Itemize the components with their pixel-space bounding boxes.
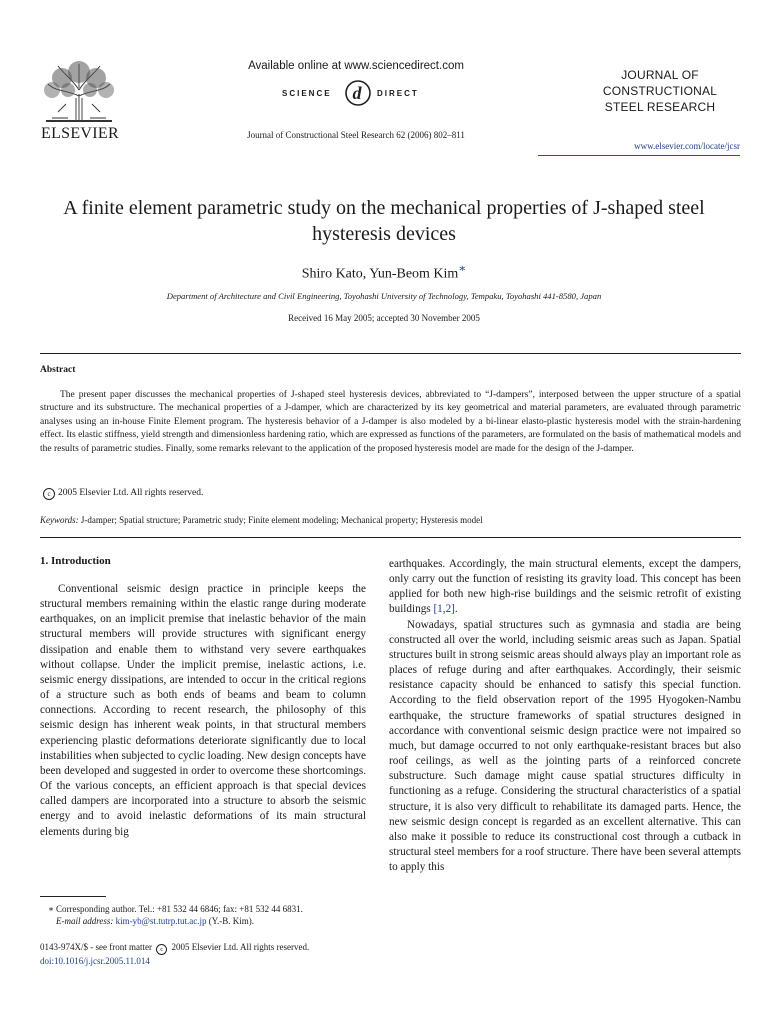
sciencedirect-logo: [260, 78, 460, 108]
abstract-bottom-rule: [40, 537, 741, 538]
journal-brand-line: JOURNAL OF: [621, 68, 699, 82]
header-divider: [538, 155, 740, 156]
footnote-rule: [40, 896, 106, 897]
author-list: [40, 261, 728, 283]
author-names: Shiro Kato, Yun-Beom Kim: [301, 266, 459, 282]
paragraph-text: earthquakes. Accordingly, the main structural elements, except the dampers, only carry out the function of resisting its gravity load. This concept has been applied for both new high-rise buildings and the seismic retrofit of existing buildings: [389, 558, 741, 616]
sciencedirect-mark-letter: d: [352, 83, 364, 103]
paragraph-end: .: [454, 603, 458, 616]
abstract-top-rule: [40, 353, 741, 354]
sciencedirect-left-label: SCIENCE: [282, 89, 332, 98]
abstract-text: The present paper discusses the mechanical properties of J-shaped steel hysteresis devices, abbreviated to “J-dampers”, interposed between the upper structure of a spatial structure and its substructure. The mechanical properties of a J-damper, which are characterized by its key geometrical and material parameters, are evaluated through parametric analyses using an in-house Finite Element program. The hysteresis behavior of a J-damper is also modeled by a bi-linear elasto-plastic hysteresis model with the strain-hardening effect. Its elastic stiffness, yield strength and dimensionless hardening ratio, which are expressed as functions of the parameters, are formulated on the basis of mathematical models and the results of parametric studies. Finally, some remarks relevant to the application of the proposed hysteresis model are made for the design of the J-damper.: [40, 390, 741, 454]
issn-copyright: 2005 Elsevier Ltd. All rights reserved.: [171, 942, 310, 952]
doi-link[interactable]: doi:10.1016/j.jcsr.2005.11.014: [40, 956, 150, 966]
right-column: [389, 557, 741, 875]
journal-url-link[interactable]: www.elsevier.com/locate/jcsr: [634, 141, 740, 151]
copyright-symbol: c: [43, 488, 55, 500]
left-column: [40, 582, 366, 840]
section-heading-introduction: 1. Introduction: [40, 555, 111, 567]
citation-link[interactable]: [1,2]: [433, 603, 455, 616]
issn-text: 0143-974X/$ - see front matter: [40, 942, 152, 952]
keywords-list: J-damper; Spatial structure; Parametric study; Finite element modeling; Mechanical property; Hysteresis model: [80, 515, 483, 525]
journal-brand-line: STEEL RESEARCH: [604, 100, 716, 114]
available-online-text: Available online at www.sciencedirect.com: [248, 60, 464, 72]
intro-paragraph: Nowadays, spatial structures such as gymnasia and stadia are being constructed all over the world, including seismic areas such as Japan. Spatial structures built in strong seismic areas should always play an important role as places of refuge during and after earthquakes. Accordingly, their seismic resistance capacity should be enhanced to satisfy this special function. According to the field observation report of the 1995 Hyogoken-Nambu earthquake, the structure frameworks of spatial structures designed in accordance with conventional seismic design practice were not impaired so much, but damage occurred to not only earthquake-resistant braces but also roof ceilings, as well as the jointing parts of a reinforced concrete substructure. Such damage might cause spatial structures difficulty in functioning as a refuge. Considering the structural characteristics of a spatial structure, it is also very difficult to rehabilitate its damaged parts. Hence, the new seismic design concept is regarded as an excellent alternative. This can also make it possible to reduce its constructional cost through a cutback in structural steel members for a roof structure. There have been several attempts to apply this: [389, 618, 741, 874]
email-label: E-mail address:: [56, 916, 114, 926]
copyright-text: 2005 Elsevier Ltd. All rights reserved.: [58, 488, 204, 498]
elsevier-tree-logo: [38, 60, 120, 124]
footnote-mark: ∗: [47, 904, 54, 914]
footnote-contact: Corresponding author. Tel.: +81 532 44 6846; fax: +81 532 44 6831.: [56, 904, 303, 914]
corresponding-author-mark[interactable]: ∗: [458, 262, 467, 275]
intro-paragraph-continued: [389, 557, 741, 618]
sciencedirect-d-icon: [344, 79, 372, 107]
journal-brand: [580, 67, 740, 115]
author-email-link[interactable]: kim-yb@st.tutrp.tut.ac.jp: [115, 916, 207, 926]
front-matter-info: [40, 941, 366, 967]
publisher-name: ELSEVIER: [41, 125, 119, 142]
abstract-heading: Abstract: [40, 365, 76, 375]
abstract-body: [40, 389, 741, 456]
corresponding-author-footnote: [40, 903, 366, 927]
author-affiliation: Department of Architecture and Civil Engineering, Toyohashi University of Technology, Tempaku, Toyohashi 441-8580, Japan: [166, 291, 602, 301]
journal-brand-line: CONSTRUCTIONAL: [602, 84, 718, 98]
journal-citation: Journal of Constructional Steel Research 62 (2006) 802–811: [247, 130, 465, 140]
intro-paragraph: Conventional seismic design practice in principle keeps the structural members remaining within the elastic range during moderate earthquakes, on an implicit premise that inelastic behavior of the main structural members will provide structures with significant energy dissipation and enable them to withstand very severe earthquakes without collapse. Under the implicit premise, inelastic actions, i.e. seismic energy dissipations, are intended to occur in the critical regions of a structure such as both ends of beams and beam to column connections. According to recent research, the philosophy of this seismic design has inherent weak points, in that structural members experiencing plastic deformations deteriorate significantly due to local instabilities when subjected to cyclic loading. New design concepts have been developed and suggested in order to overcome these shortcomings. Of the various concepts, an efficient approach is that special devices called dampers are incorporated into a structure to absorb the seismic energy and to avoid inelastic deformations of its main structural elements during big: [40, 583, 366, 838]
email-suffix: (Y.-B. Kim).: [208, 916, 255, 926]
paper-title: A finite element parametric study on the mechanical properties of J-shaped steel hysteresis devices: [63, 197, 705, 245]
sciencedirect-right-label: DIRECT: [377, 89, 419, 98]
keywords-label: Keywords:: [40, 515, 79, 525]
keywords-line: [40, 515, 741, 525]
received-dates: Received 16 May 2005; accepted 30 November 2005: [288, 313, 480, 323]
copyright-symbol: c: [156, 944, 167, 955]
abstract-copyright: [43, 488, 203, 500]
